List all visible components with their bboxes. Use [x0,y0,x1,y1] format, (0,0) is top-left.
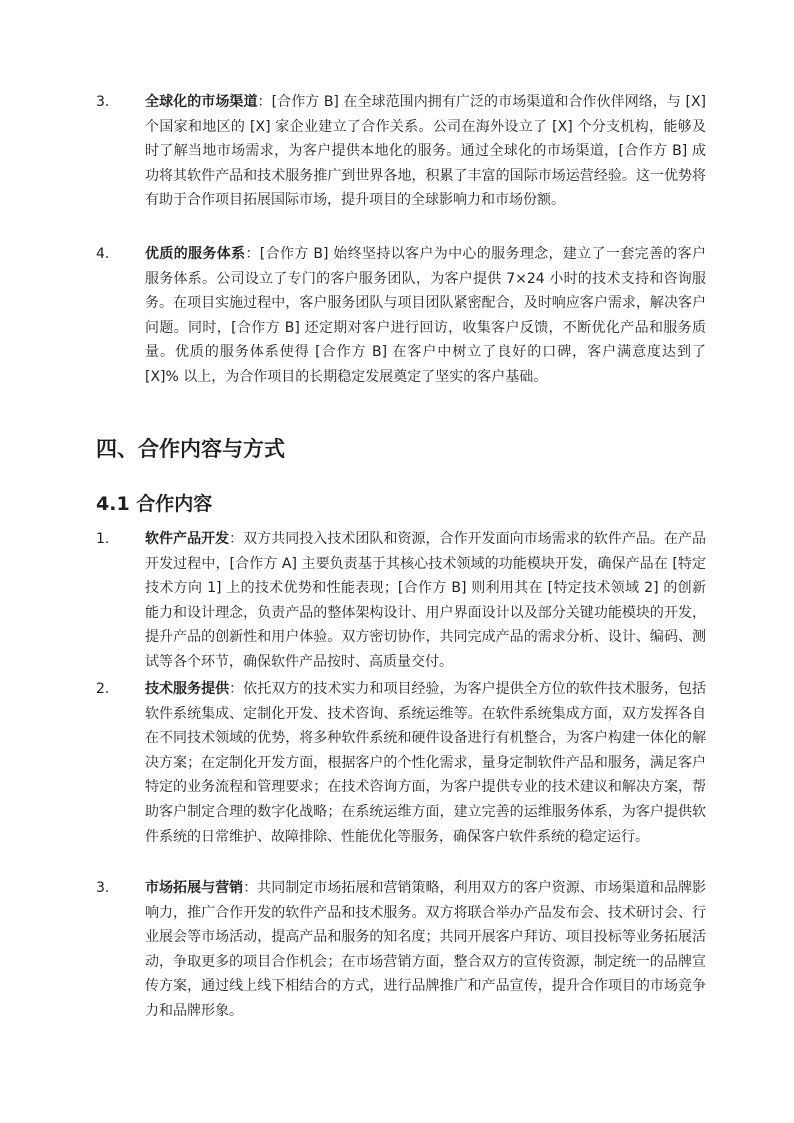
list-number: 3. [96,880,110,896]
list-item-body: ：共同制定市场拓展和营销策略，利用双方的客户资源、市场渠道和品牌影响力，推广合作开发的软件产品和技术服务。双方将联合举办产品发布会、技术研讨会、行业展会等市场活动，提高产品和服务的知名度；共同开展客户拜访、项目投标等业务拓展活动，争取更多的项目合作机会；在市场营销方面，整合双方的宣传资源，制定统一的品牌宣传方案，通过线上线下相结合的方式，进行品牌推广和产品宣传，提升合作项目的市场竞争力和品牌形象。 [145,880,707,1019]
list-number: 4. [96,246,110,262]
list-item-body: ：双方共同投入技术团队和资源，合作开发面向市场需求的软件产品。在产品开发过程中，[合作方 A] 主要负责基于其核心技术领域的功能模块开发，确保产品在 [特定技术方向 1] 上的技术优势和性能表现；[合作方 B] 则利用其在 [特定技术领域 2] 的创新能力和设计理念，负责产品的整体架构设计、用户界面设计以及部分关键功能模块的开发，提升产品的创新性和用户体验。双方密切协作，共同完成产品的需求分析、设计、编码、测试等各个环节，确保软件产品按时、高质量交付。 [145,531,707,670]
section-title: 四、合作内容与方式 [96,437,285,461]
list-item-text [145,90,706,213]
list-number: 1. [96,531,110,547]
list-item-text [145,527,706,675]
list-item-title: 软件产品开发 [145,531,230,547]
list-item-title: 全球化的市场渠道 [145,94,258,110]
list-item-tech-service [96,677,706,849]
list-item-marketing [96,876,706,1024]
list-item-title: 市场拓展与营销 [145,880,244,896]
list-item-title: 技术服务提供 [145,681,230,697]
list-item-body: ：依托双方的技术实力和项目经验，为客户提供全方位的软件技术服务，包括软件系统集成、定制化开发、技术咨询、系统运维等。在软件系统集成方面，双方发挥各自在不同技术领域的优势，将多种软件系统和硬件设备进行有机整合，为客户构建一体化的解决方案；在定制化开发方面，根据客户的个性化需求，量身定制软件产品和服务，满足客户特定的业务流程和管理要求；在技术咨询方面，为客户提供专业的技术建议和解决方案，帮助客户制定合理的数字化战略；在系统运维方面，建立完善的运维服务体系，为客户提供软件系统的日常维护、故障排除、性能优化等服务，确保客户软件系统的稳定运行。 [145,681,707,845]
list-item-body: ：[合作方 B] 始终坚持以客户为中心的服务理念，建立了一套完善的客户服务体系。公司设立了专门的客户服务团队，为客户提供 7×24 小时的技术支持和咨询服务。在项目实施过程中，客户服务团队与项目团队紧密配合，及时响应客户需求，解决客户问题。同时，[合作方 B] 还定期对客户进行回访，收集客户反馈，不断优化产品和服务质量。优质的服务体系使得 [合作方 B] 在客户中树立了良好的口碑，客户满意度达到了 [X]% 以上，为合作项目的长期稳定发展奠定了坚实的客户基础。 [145,246,706,385]
list-item-software-dev [96,527,706,675]
list-item-text [145,242,706,390]
list-item-global-channels [96,90,706,213]
subsection-title: 4.1 合作内容 [96,493,213,515]
list-item-text [145,677,706,849]
list-item-body: ：[合作方 B] 在全球范围内拥有广泛的市场渠道和合作伙伴网络，与 [X] 个国家和地区的 [X] 家企业建立了合作关系。公司在海外设立了 [X] 个分支机构，能够及时了解当地市场需求，为客户提供本地化的服务。通过全球化的市场渠道，[合作方 B] 成功将其软件产品和技术服务推广到世界各地，积累了丰富的国际市场运营经验。这一优势将有助于合作项目拓展国际市场，提升项目的全球影响力和市场份额。 [145,94,706,209]
list-number: 3. [96,94,110,110]
list-number: 2. [96,681,110,697]
list-item-service-system [96,242,706,390]
list-item-text [145,876,706,1024]
list-item-title: 优质的服务体系 [145,246,246,262]
